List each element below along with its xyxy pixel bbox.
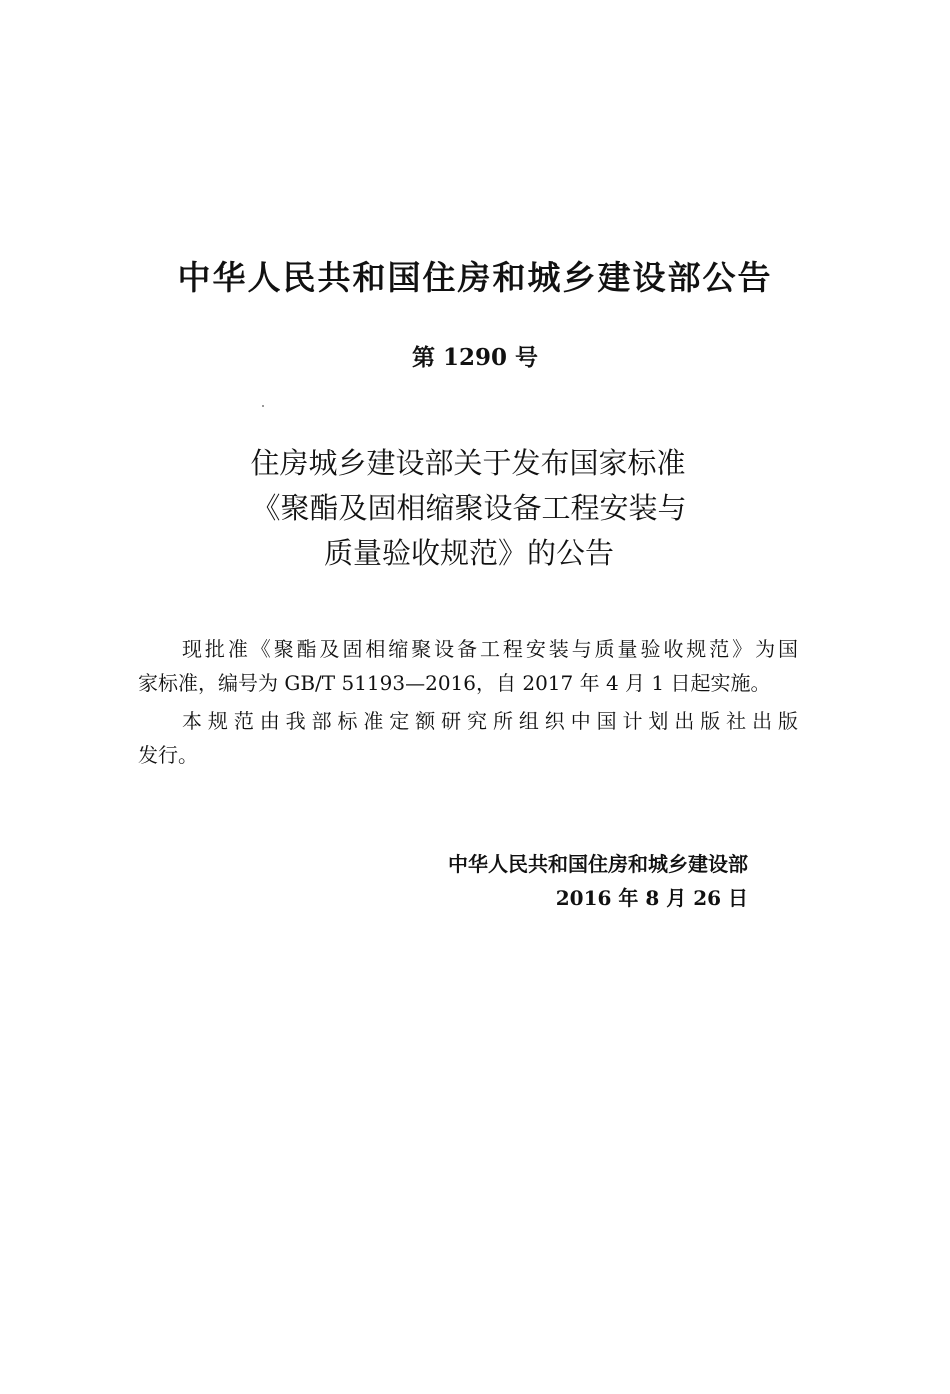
approval-line-1: 现批准《聚酯及固相缩聚设备工程安装与质量验收规范》为国 bbox=[182, 637, 798, 661]
subtitle-line-1: 住房城乡建设部关于发布国家标准 bbox=[250, 446, 686, 480]
approval-paragraph bbox=[138, 632, 798, 700]
scan-speck bbox=[262, 405, 264, 407]
publication-line-2: 发行。 bbox=[138, 743, 198, 767]
signing-date: 2016 年 8 月 26 日 bbox=[555, 886, 748, 910]
signing-organization: 中华人民共和国住房和城乡建设部 bbox=[448, 852, 748, 876]
issue-number: 第 1290 号 bbox=[411, 344, 539, 371]
approval-line-2: 家标准，编号为 GB/T 51193—2016，自 2017 年 4 月 1 日起实施。 bbox=[138, 671, 771, 695]
publication-paragraph bbox=[138, 704, 798, 772]
subtitle-line-2: 《聚酯及固相缩聚设备工程安装与 bbox=[251, 491, 687, 525]
publication-line-1: 本规范由我部标准定额研究所组织中国计划出版社出版 bbox=[182, 709, 798, 733]
subtitle-line-3: 质量验收规范》的公告 bbox=[323, 536, 614, 570]
page-title: 中华人民共和国住房和城乡建设部公告 bbox=[177, 258, 773, 297]
